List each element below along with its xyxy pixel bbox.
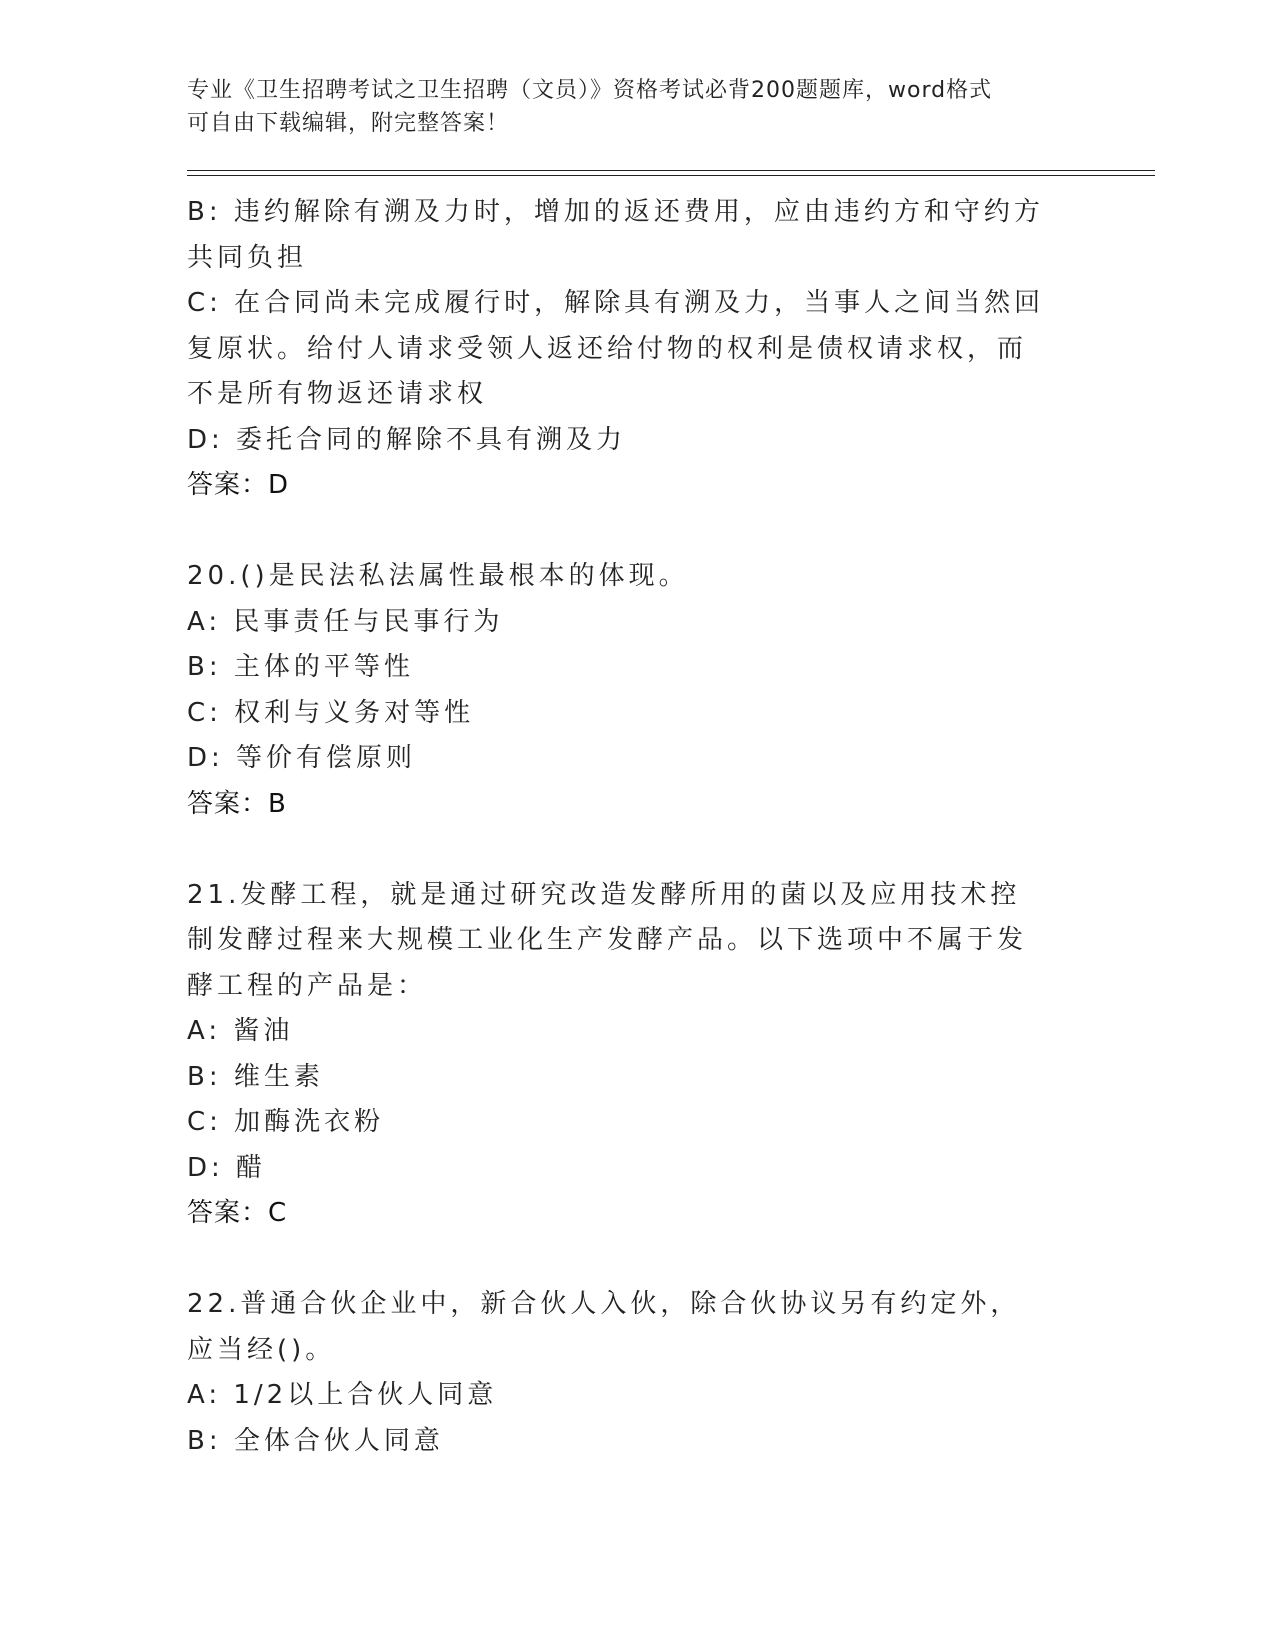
header-rule-bottom xyxy=(187,175,1155,176)
spacer xyxy=(187,1237,1087,1283)
answer-value: B xyxy=(268,788,287,819)
header-title-line-2: 可自由下载编辑，附完整答案！ xyxy=(187,111,510,136)
option-a: A: 民事责任与民事行为 xyxy=(187,606,504,637)
answer-line xyxy=(187,1191,1087,1237)
spacer xyxy=(187,509,1087,555)
option-c: C: 在合同尚未完成履行时，解除具有溯及力，当事人之间当然回复原状。给付人请求受领人返还给付物的权利是债权请求权，而不是所有物返还请求权 xyxy=(187,288,1045,409)
answer-label: 答案： xyxy=(187,1198,269,1228)
option-b: B: 违约解除有溯及力时，增加的返还费用，应由违约方和守约方共同负担 xyxy=(187,197,1044,273)
option-a: A: 酱油 xyxy=(187,1016,294,1046)
question-19-continued xyxy=(187,190,1087,509)
question-stem: 20.()是民法私法属性最根本的体现。 xyxy=(187,561,689,591)
question-21 xyxy=(187,873,1087,1237)
question-20 xyxy=(187,554,1087,827)
question-stem: 21.发酵工程，就是通过研究改造发酵所用的菌以及应用技术控制发酵过程来大规模工业化生产发酵产品。以下选项中不属于发酵工程的产品是： xyxy=(187,879,1028,1001)
answer-label: 答案： xyxy=(187,788,269,819)
answer-line xyxy=(187,463,1087,509)
option-c: C: 加酶洗衣粉 xyxy=(187,1107,385,1137)
answer-value: D xyxy=(268,470,290,500)
question-stem: 22.普通合伙企业中，新合伙人入伙，除合伙协议另有约定外，应当经()。 xyxy=(187,1289,1021,1365)
option-d: D: 委托合同的解除不具有溯及力 xyxy=(187,424,627,455)
question-22 xyxy=(187,1282,1087,1464)
answer-line xyxy=(187,782,1087,828)
option-a: A: 1/2以上合伙人同意 xyxy=(187,1380,498,1410)
option-b: B: 主体的平等性 xyxy=(187,652,414,682)
header-rule-top xyxy=(187,170,1155,171)
answer-value: C xyxy=(268,1198,288,1228)
spacer xyxy=(187,827,1087,873)
option-b: B: 全体合伙人同意 xyxy=(187,1425,444,1456)
option-d: D: 等价有偿原则 xyxy=(187,743,417,773)
option-b: B: 维生素 xyxy=(187,1061,324,1092)
option-d: D: 醋 xyxy=(187,1152,267,1183)
header-title-line-1: 专业《卫生招聘考试之卫生招聘（文员）》资格考试必背200题题库，word格式 xyxy=(187,78,993,103)
document-header xyxy=(187,74,1067,140)
question-list xyxy=(187,190,1087,1464)
answer-label: 答案： xyxy=(187,470,269,500)
option-c: C: 权利与义务对等性 xyxy=(187,697,475,728)
